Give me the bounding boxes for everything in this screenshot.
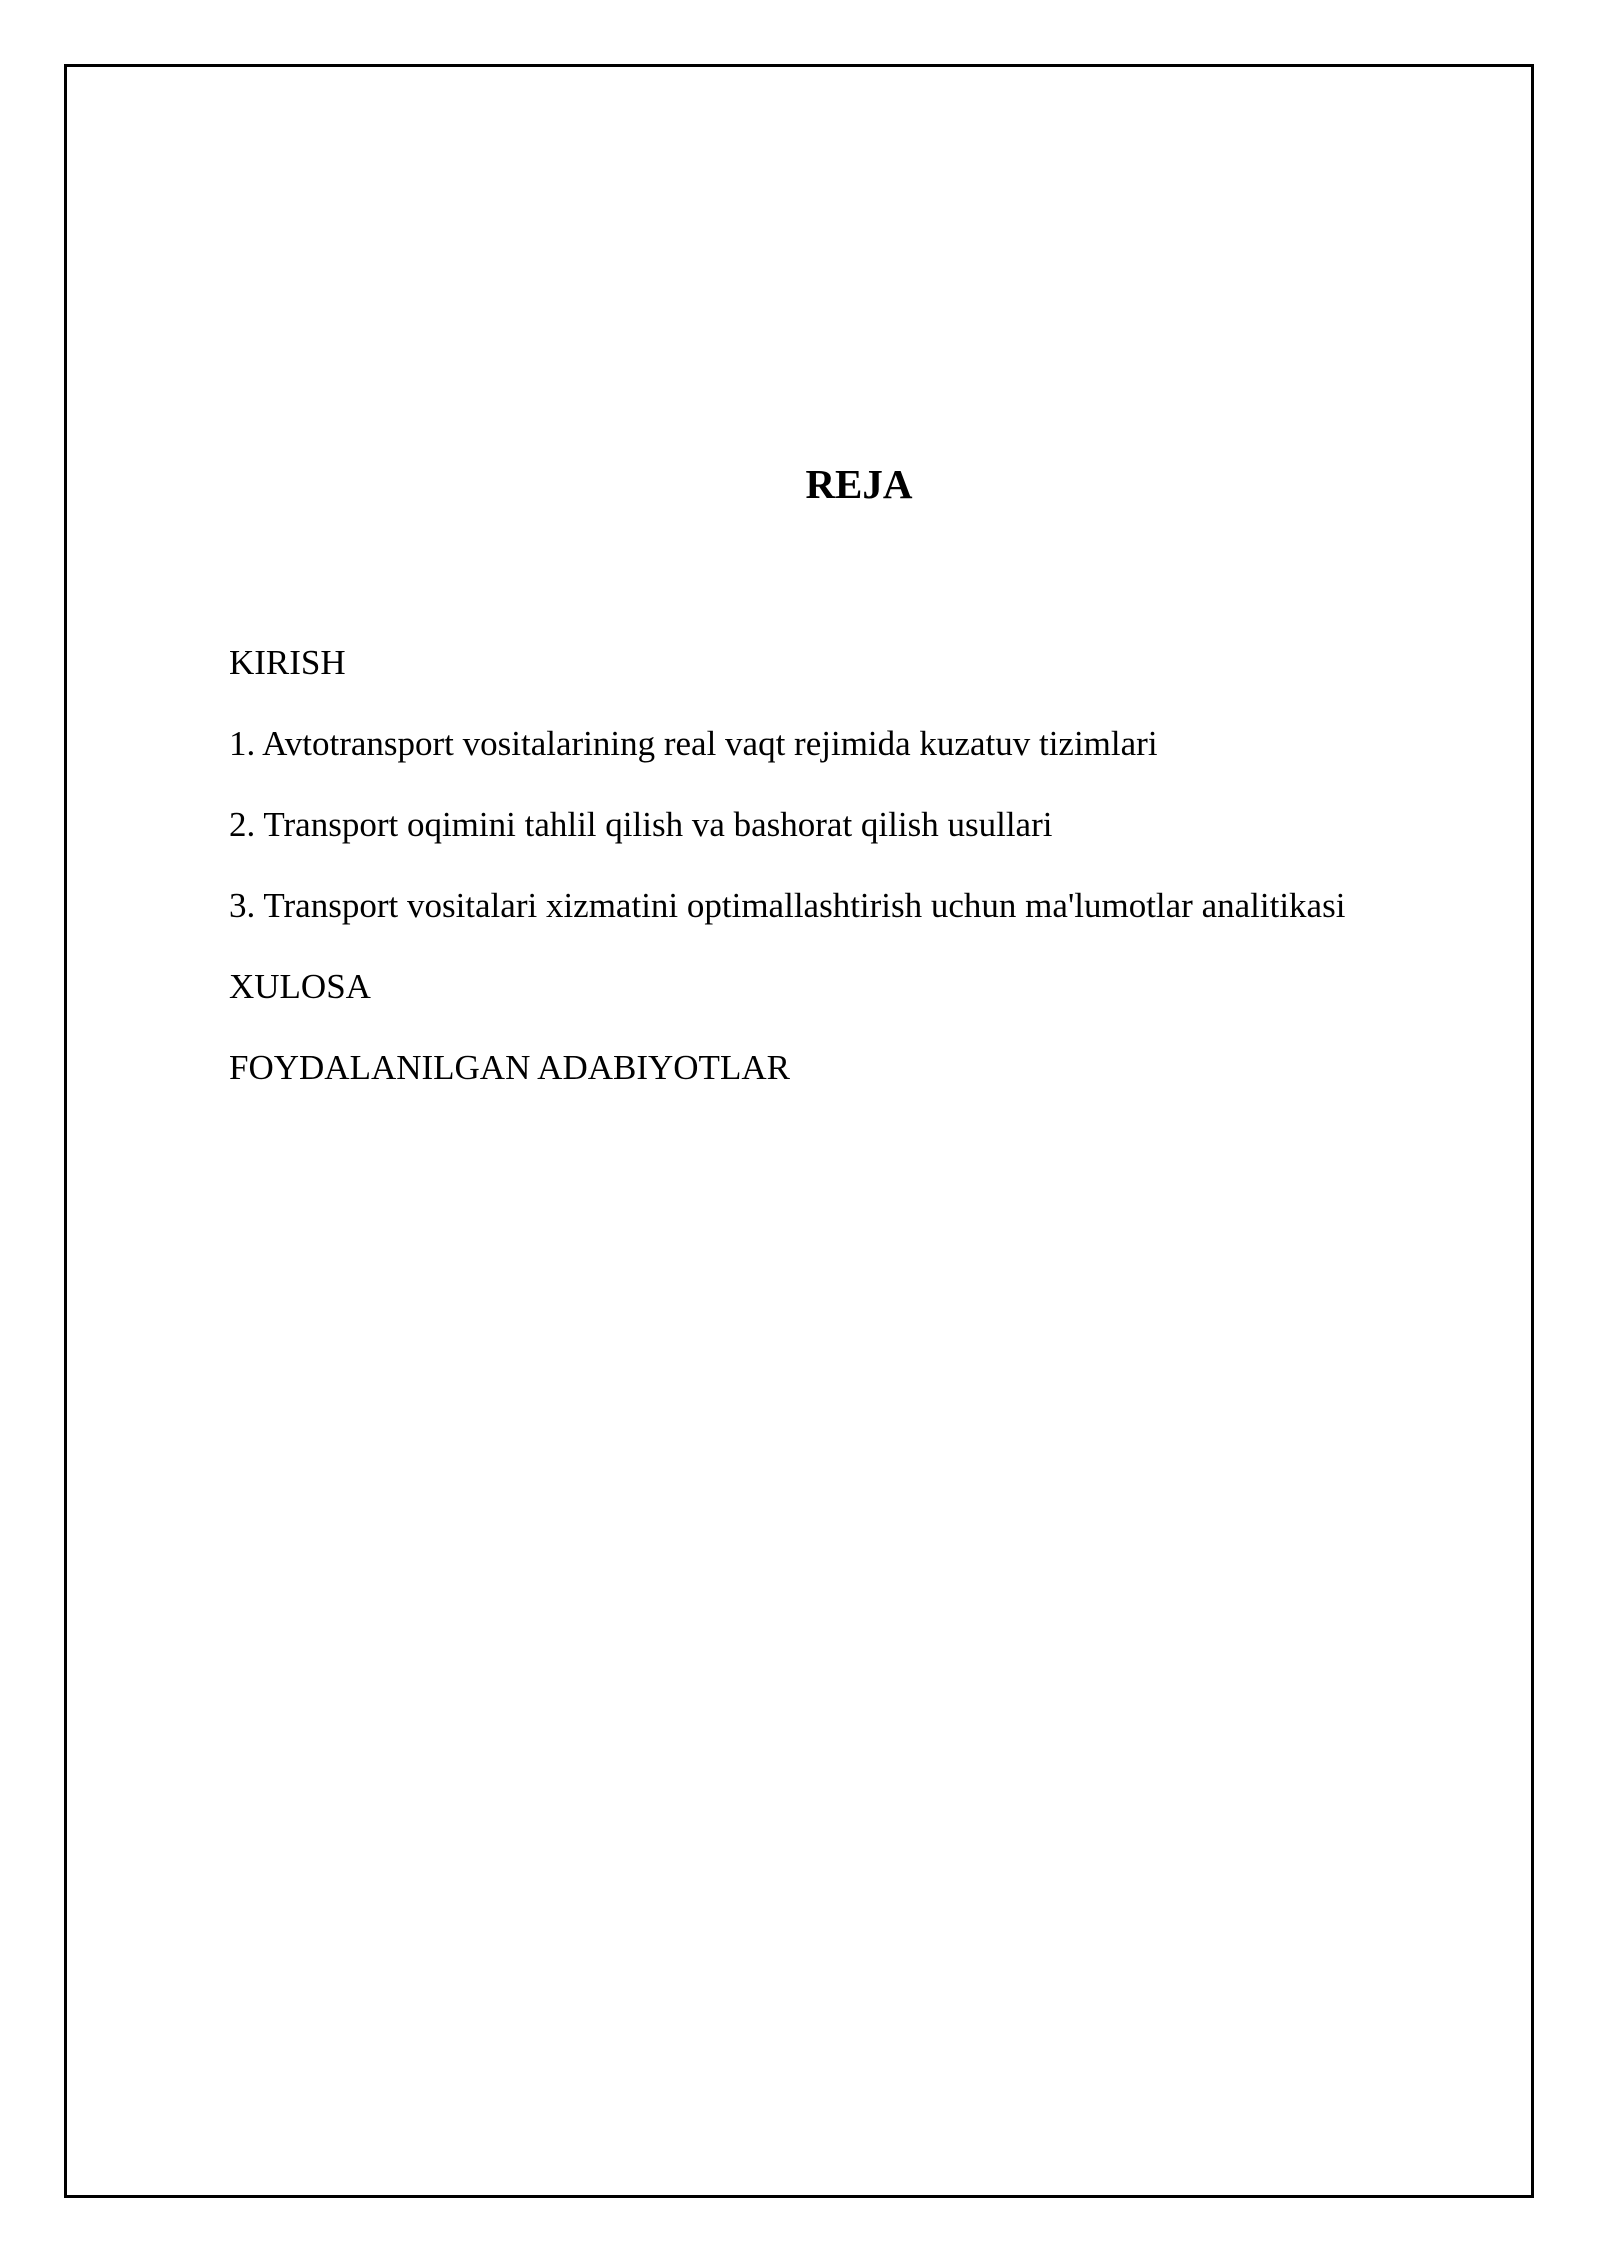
toc-item-references: FOYDALANILGAN ADABIYOTLAR (229, 1048, 790, 1087)
page-title: REJA (805, 461, 913, 507)
toc-item-intro: KIRISH (229, 643, 346, 682)
toc-item-2: 2. Transport oqimini tahlil qilish va bashorat qilish usullari (229, 805, 1053, 844)
toc-item-1: 1. Avtotransport vositalarining real vaqt rejimida kuzatuv tizimlari (229, 724, 1158, 763)
table-of-contents (229, 641, 1345, 1127)
toc-item-3: 3. Transport vositalari xizmatini optimallashtirish uchun ma'lumotlar analitikasi (229, 886, 1346, 925)
page-border (64, 64, 1534, 2198)
toc-item-conclusion: XULOSA (229, 967, 371, 1006)
